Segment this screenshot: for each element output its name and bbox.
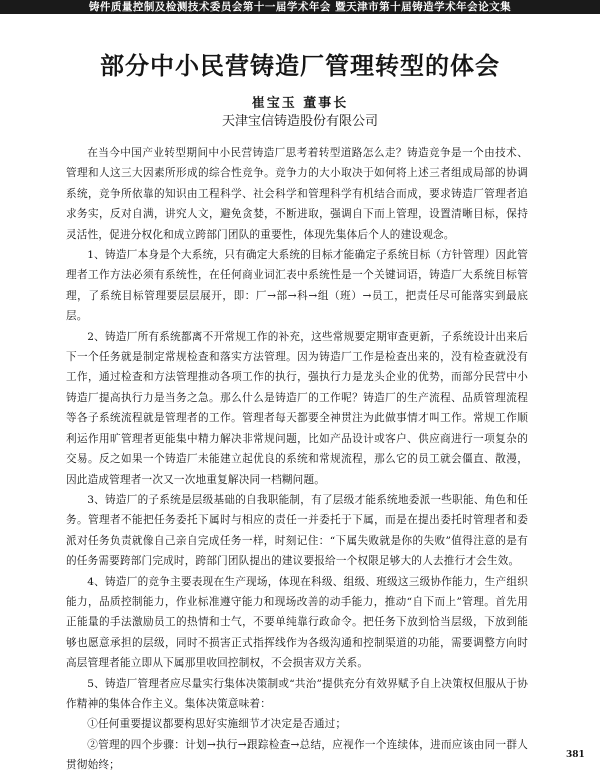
paragraph-5: 5、铸造厂管理者应尽量实行集体决策制或“共治”提供充分有效界赋予自上决策权但服从于协作精神的集体合作主义。集体决策意味着： (66, 677, 528, 710)
list-item-1: ①任何重要提议都要构思好实施细节才决定是否通过； (87, 718, 347, 731)
article-affiliation: 天津宝信铸造股份有限公司 (221, 114, 378, 129)
paragraph-1: 1、铸造厂本身是个大系统，只有确定大系统的目标才能确定子系统目标（方针管理）因此管理者工作方法必须有系统性，在任何商业词汇表中系统性是一个关键词语，铸造厂大系统目标管理，了系统目标管理要层层展开，即：厂→部→科→组（班）→员工，把责任尽可能落实到最底层。 (66, 249, 528, 323)
article-body (66, 143, 528, 776)
paragraph-3: 3、铸造厂的子系统是层级基础的自我职能制，有了层级才能系统地委派一些职能、角色和任务。管理者不能把任务委托下属时与相应的责任一并委托于下属，而是在提出委托时管理者和委派对任务负责就像自己亲自完成任务一样，时刻记住：“下属失败就是你的失败”值得注意的是有的任务需要跨部门完成时，跨部门团队提出的建议要报给一个权限足够大的人去推行才会生效。 (66, 493, 528, 568)
paragraph-intro: 在当今中国产业转型期间中小民营铸造厂思考着转型道路怎么走？铸造竞争是一个由技术、管理和人这三大因素所形成的综合性竞争。竞争力的大小取决于如何将上述三者组成局部的协调系统，竞争所依靠的知识由工程科学、社会科学和管理科学有机结合而成，要求铸造厂管理者追求务实，反对自满，讲究人文，避免贪婪，不断进取，强调自下而上管理，设置清晰目标，保持灵活性，促进分权化和成立跨部门团队的重要性，体现先集体后个人的建设观念。 (66, 147, 528, 241)
paragraph-4: 4、铸造厂的竞争主要表现在生产现场，体现在科级、组级、班级这三级协作能力，生产组织能力，品质控制能力，作业标准遵守能力和现场改善的动手能力，推动“自下而上”管理。首先用正能量的手法激励员工的热情和士气，不要单纯靠行政命令。把任务下放到恰当层级，下放到能够也愿意承担的层级，同时不损害正式指挥线作为各级沟通和控制渠道的功能，需要调整方向时高层管理者能立即从下属那里收回控制权，不会损害双方关系。 (66, 575, 528, 670)
proceedings-header-banner: 铸件质量控制及检测技术委员会第十一届学术年会 暨天津市第十届铸造学术年会论文集 (0, 0, 600, 14)
paragraph-2: 2、铸造厂所有系统都离不开常规工作的补充，这些常规要定期审查更新，子系统设计出来后下一个任务就是制定常规检查和落实方法管理。因为铸造厂工作是检查出来的，没有检查就没有工作，通过检查和方法管理推动各项工作的执行，强执行力是龙头企业的优势，而部分民营中小铸造厂提高执行力是当务之急。那么什么是铸造厂的工作呢？铸造厂的生产流程、品质管理流程等各子系统流程就是管理者的工作。管理者每天都要全神贯注为此做事情才叫工作。常规工作顺利运作用旷管理者更能集中精力解决非常规问题，比如产品设计或客户、供应商进行一项复杂的交易。反之如果一个铸造厂未能建立起优良的系统和常规流程，那么它的员工就会僵直、散漫，因此造成管理者一次又一次地重复解决同一档糊问题。 (66, 330, 528, 486)
article-title: 部分中小民营铸造厂管理转型的体会 (100, 51, 500, 80)
page-number: 381 (566, 750, 585, 760)
article-authors: 崔宝玉 董事长 (251, 96, 349, 111)
list-item-2: ②管理的四个步骤：计划→执行→跟踪检查→总结，应视作一个连续体，进而应该由同一群人贯彻始终； (66, 738, 528, 772)
